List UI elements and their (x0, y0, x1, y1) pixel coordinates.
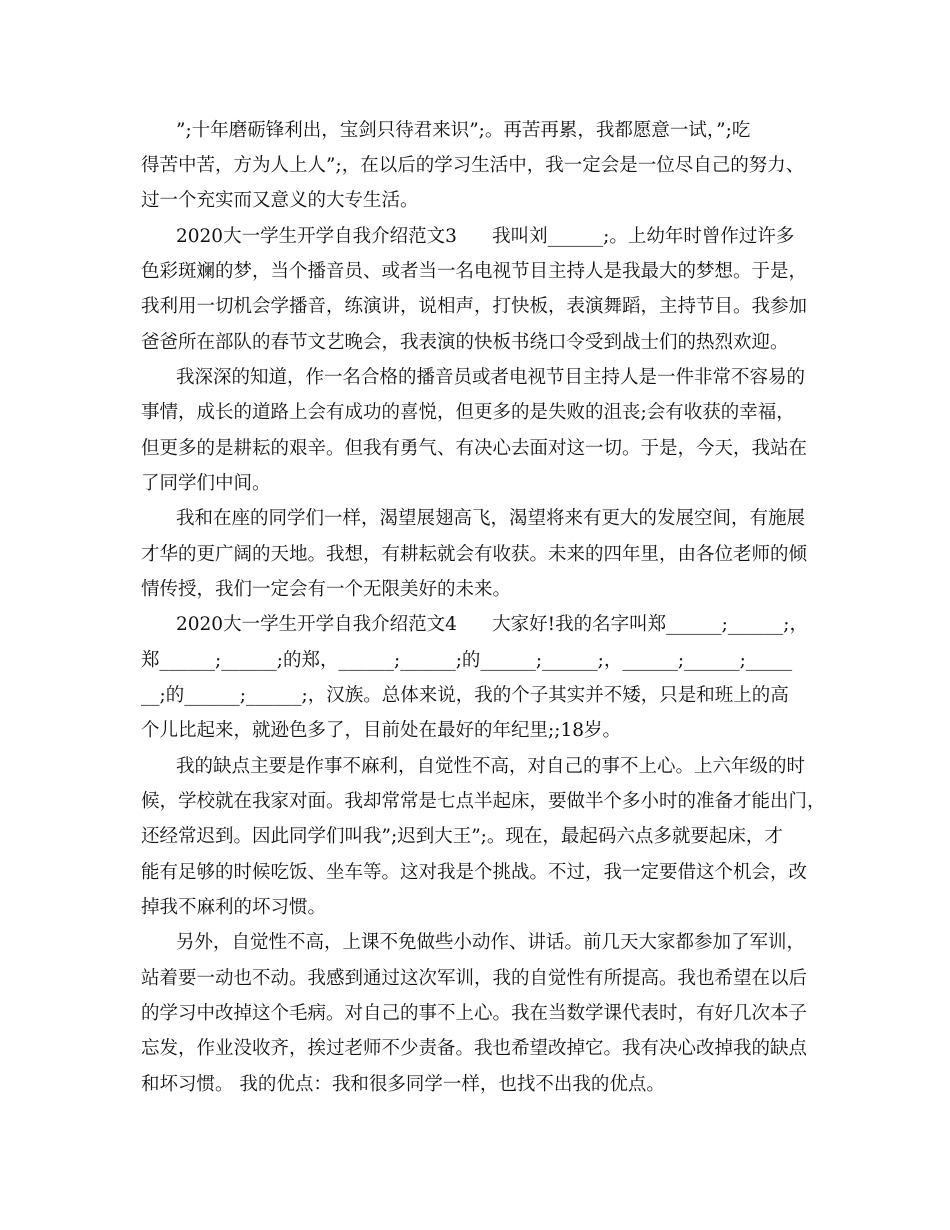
text-line: 了同学们中间。 (141, 473, 271, 494)
text-line: 能有足够的时候吃饭、坐车等。这对我是个挑战。不过，我一定要借这个机会，改 (141, 862, 808, 883)
text-line: 郑______;______;的郑，______;______;的______;______;，______;______;_____ (141, 650, 793, 671)
text-line: 个儿比起来，就逊色多了，目前处在最好的年纪里;;18岁。 (141, 720, 622, 741)
text-line: 爸爸所在部队的春节文艺晚会，我表演的快板书绕口令受到战士们的热烈欢迎。 (141, 332, 789, 353)
text-line: __;的______;______;，汉族。总体来说，我的个子其实并不矮，只是和班上的高 (141, 685, 789, 706)
text-line: ”;十年磨砺锋利出，宝剑只待君来识”;。再苦再累，我都愿意一试，”;吃 (176, 120, 751, 141)
text-line: 和坏习惯。 我的优点：我和很多同学一样，也找不出我的优点。 (141, 1074, 665, 1095)
text-line: 情传授，我们一定会有一个无限美好的未来。 (141, 579, 512, 600)
text-line: 得苦中苦，方为人上人”;，在以后的学习生活中，我一定会是一位尽自己的努力、 (141, 155, 805, 176)
text-line: 我深深的知道，作一名合格的播音员或者电视节目主持人是一件非常不容易的 (176, 367, 806, 388)
text-line: 还经常迟到。因此同学们叫我”;迟到大王”;。现在，最起码六点多就要起床，才 (141, 826, 783, 847)
text-line: 才华的更广阔的天地。我想，有耕耘就会有收获。未来的四年里，由各位老师的倾 (141, 544, 808, 565)
text-line: 2020大一学生开学自我介绍范文3 我叫刘______;。上幼年时曾作过许多 (176, 226, 795, 247)
text-line: 事情，成长的道路上会有成功的喜悦，但更多的是失败的沮丧;会有收获的幸福， (141, 402, 795, 423)
text-line: 的学习中改掉这个毛病。对自己的事不上心。我在当数学课代表时，有好几次本子 (141, 1003, 808, 1024)
text-line: 站着要一动也不动。我感到通过这次军训，我的自觉性有所提高。我也希望在以后 (141, 968, 808, 989)
text-line: 我的缺点主要是作事不麻利，自觉性不高，对自己的事不上心。上六年级的时 (176, 756, 806, 777)
text-line: 2020大一学生开学自我介绍范文4 大家好!我的名字叫郑______;______;， (176, 614, 809, 635)
text-line: 过一个充实而又意义的大专生活。 (141, 190, 419, 211)
text-line: 另外，自觉性不高，上课不免做些小动作、讲话。前几天大家都参加了军训， (176, 932, 806, 953)
text-line: 我和在座的同学们一样，渴望展翅高飞，渴望将来有更大的发展空间，有施展 (176, 508, 806, 529)
text-line: 候，学校就在我家对面。我却常常是七点半起床，要做半个多小时的准备才能出门， (141, 791, 826, 812)
text-line: 我利用一切机会学播音，练演讲，说相声，打快板，表演舞蹈，主持节目。我参加 (141, 296, 808, 317)
text-line: 忘发，作业没收齐，挨过老师不少责备。我也希望改掉它。我有决心改掉我的缺点 (141, 1038, 808, 1059)
text-line: 色彩斑斓的梦，当个播音员、或者当一名电视节目主持人是我最大的梦想。于是， (141, 261, 808, 282)
text-line: 但更多的是耕耘的艰辛。但我有勇气、有决心去面对这一切。于是，今天，我站在 (141, 438, 808, 459)
text-line: 掉我不麻利的坏习惯。 (141, 897, 327, 918)
